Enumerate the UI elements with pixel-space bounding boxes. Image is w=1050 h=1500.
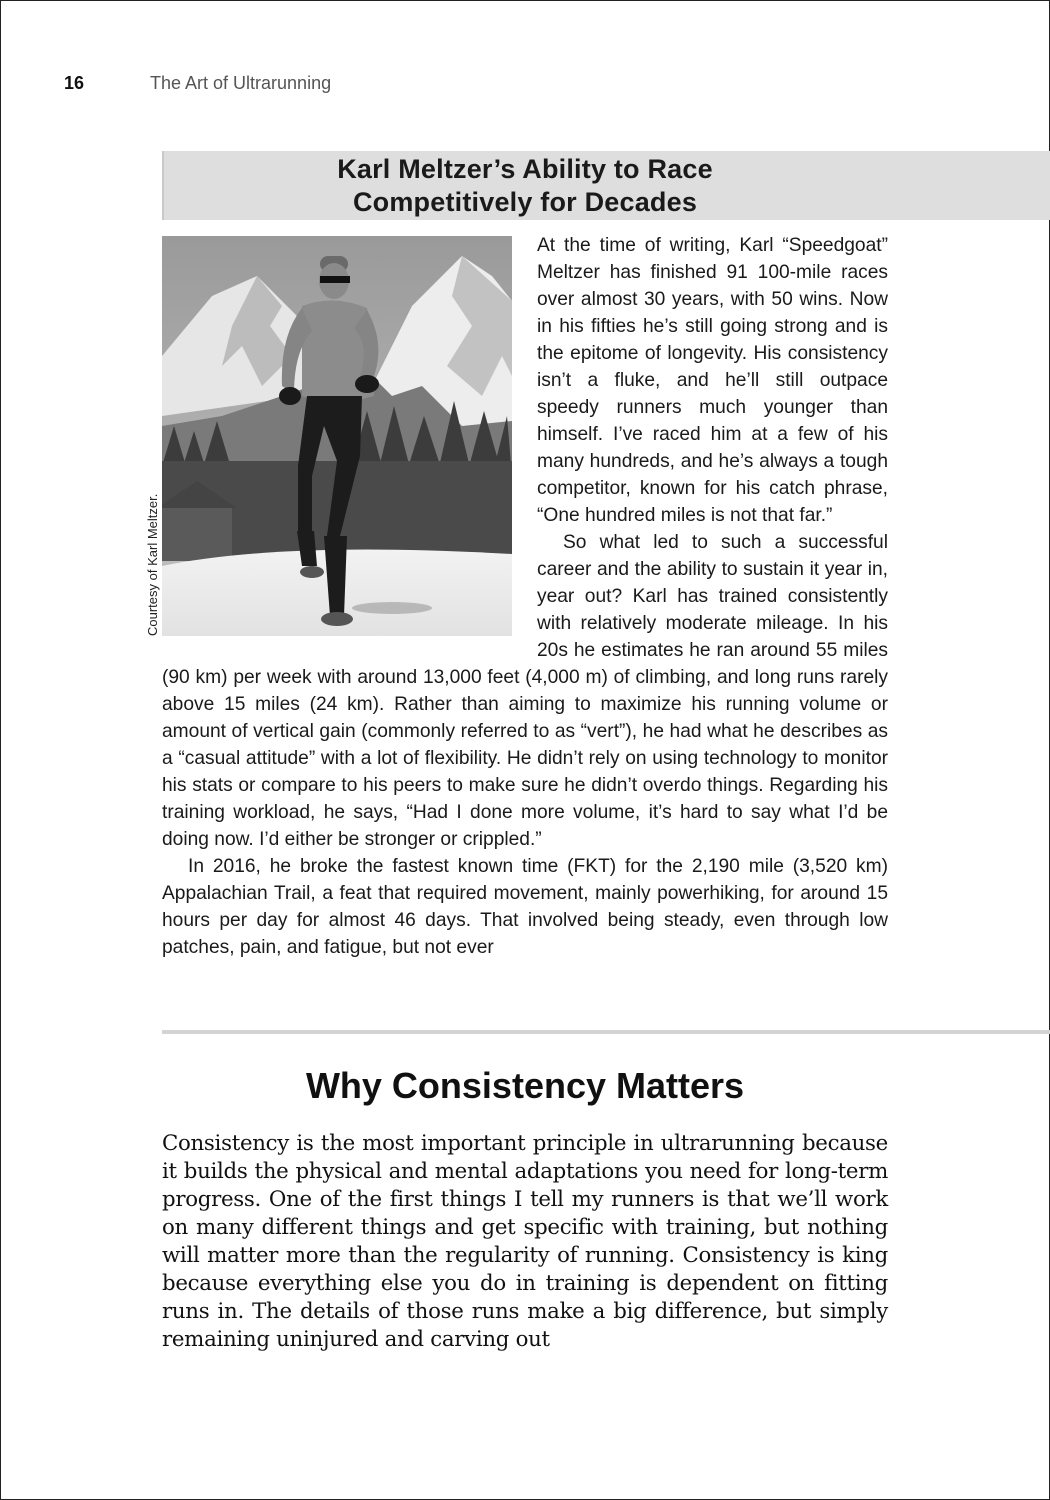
sidebar-title-line-1: Karl Meltzer’s Ability to Race [337, 154, 713, 184]
sidebar-bottom-rule [162, 1030, 1050, 1034]
sidebar-title-line-2: Competitively for Decades [352, 187, 698, 217]
running-head [64, 70, 1050, 96]
sidebar-title [162, 153, 888, 219]
photo-wrap-spacer [162, 232, 512, 660]
book-title: The Art of Ultrarunning [150, 73, 332, 93]
photo-credit: Courtesy of Karl Meltzer. [145, 493, 160, 636]
sidebar-paragraph-2: So what led to such a successful career and the ability to sustain it year in, year out? Karl has trained consistently with relatively moderate mileage. In his 20s he estimates he ran around 55 miles (90 km) per week with around 13,000 feet (4,000 m) of climbing, and long runs rarely above 15 miles (24 km). Rather than aiming to maximize his running volume or amount of vertical gain (commonly referred to as “vert”), he had what he describes as a “casual attitude” with a lot of flexibility. He didn’t rely on using technology to monitor his stats or compare to his peers to make sure he didn’t overdo things. Regarding his training workload, he says, “Had I done more volume, it’s hard to say what I’d be doing now. I’d either be stronger or crippled.” [162, 532, 888, 850]
sidebar-body [162, 232, 888, 961]
section-heading: Why Consistency Matters [305, 1065, 745, 1106]
section-body-paragraph: Consistency is the most important principle in ultrarunning because it builds the physical and mental adaptations you need for long-term progress. One of the first things I tell my runners is that we’ll work on many different things and get specific with training, but nothing will matter more than the regularity of running. Consistency is king because everything else you do in training is dependent on fitting runs in. The details of those runs make a big difference, but simply remaining uninjured and carving out [162, 1131, 888, 1352]
sidebar-paragraph-3: In 2016, he broke the fastest known time (FKT) for the 2,190 mile (3,520 km) Appalachian Trail, a feat that required movement, mainly powerhiking, for around 15 hours per day for almost 46 days. That involved being steady, even through low patches, pain, and fatigue, but not ever [162, 856, 888, 958]
page-number: 16 [64, 73, 85, 93]
sidebar-paragraph-1: At the time of writing, Karl “Speedgoat” Meltzer has finished 91 100-mile races over almost 30 years, with 50 wins. Now in his fifties he’s still going strong and is the epitome of longevity. His consistency isn’t a fluke, and he’ll still outpace speedy runners much younger than himself. I’ve raced him at a few of his many hundreds, and he’s always a tough competitor, known for his catch phrase, “One hundred miles is not that far.” [537, 235, 888, 526]
